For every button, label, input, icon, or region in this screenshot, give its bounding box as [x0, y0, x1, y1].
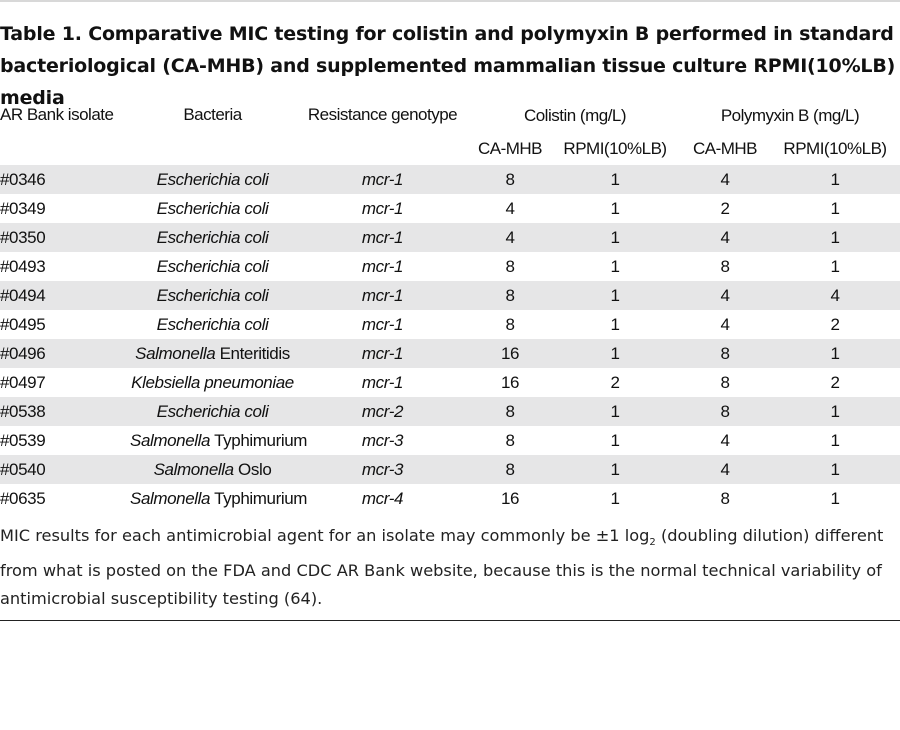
bacteria-genus: Escherichia coli — [156, 198, 269, 218]
cell-isolate: #0540 — [0, 455, 130, 484]
cell-bacteria — [130, 484, 308, 513]
cell-polymyxin-camhb: 4 — [680, 165, 770, 194]
genotype-text: mcr-3 — [361, 459, 404, 479]
cell-colistin-rpmi: 1 — [550, 310, 680, 339]
cell-colistin-camhb: 8 — [470, 165, 550, 194]
cell-polymyxin-rpmi: 2 — [770, 310, 900, 339]
cell-isolate: #0349 — [0, 194, 130, 223]
table-row — [0, 165, 900, 194]
cell-polymyxin-rpmi: 1 — [770, 223, 900, 252]
table-row — [0, 426, 900, 455]
subheader-polymyxin-rpmi: RPMI(10%LB) — [783, 139, 887, 158]
bacteria-serovar: Enteritidis — [215, 343, 290, 363]
cell-colistin-rpmi: 1 — [550, 165, 680, 194]
cell-colistin-camhb: 16 — [470, 484, 550, 513]
table-row — [0, 194, 900, 223]
cell-colistin-camhb: 8 — [470, 397, 550, 426]
cell-bacteria — [130, 281, 295, 310]
table-row — [0, 339, 900, 368]
footnote-subscript: 2 — [649, 537, 656, 549]
cell-bacteria — [130, 252, 295, 281]
cell-bacteria — [130, 223, 295, 252]
cell-genotype — [295, 194, 470, 223]
genotype-text: mcr-4 — [361, 488, 404, 508]
cell-polymyxin-rpmi: 1 — [770, 455, 900, 484]
cell-polymyxin-camhb: 4 — [680, 426, 770, 455]
table-row — [0, 455, 900, 484]
genotype-text: mcr-3 — [361, 430, 404, 450]
table-row — [0, 281, 900, 310]
table-row — [0, 223, 900, 252]
cell-colistin-rpmi: 1 — [550, 426, 680, 455]
genotype-text: mcr-2 — [361, 401, 404, 421]
cell-polymyxin-rpmi: 1 — [770, 165, 900, 194]
header-genotype: Resistance genotype — [307, 105, 458, 124]
header-isolate: AR Bank isolate — [0, 105, 114, 124]
cell-colistin-rpmi: 1 — [550, 455, 680, 484]
cell-polymyxin-rpmi: 1 — [770, 397, 900, 426]
cell-bacteria — [130, 426, 308, 455]
table-row — [0, 368, 900, 397]
table-row — [0, 397, 900, 426]
bacteria-genus: Escherichia coli — [156, 169, 269, 189]
cell-colistin-camhb: 16 — [470, 368, 550, 397]
cell-colistin-rpmi: 1 — [550, 223, 680, 252]
bacteria-genus: Salmonella — [130, 430, 211, 450]
cell-polymyxin-rpmi: 1 — [770, 252, 900, 281]
table-caption: Table 1. Comparative MIC testing for colistin and polymyxin B performed in standard bacteriological (CA-MHB) and supplemented mammalian tissue culture RPMI(10%LB) media — [0, 23, 896, 109]
cell-polymyxin-camhb: 8 — [680, 397, 770, 426]
cell-genotype — [295, 252, 470, 281]
cell-genotype — [295, 165, 470, 194]
footnote-text-2: (doubling dilution) different from what is posted on the FDA and CDC AR Bank website, because this is the normal technical variability of antimicrobial susceptibility testing (64). — [0, 526, 884, 609]
table-row — [0, 252, 900, 281]
header-colistin: Colistin (mg/L) — [523, 106, 627, 125]
cell-genotype — [295, 368, 470, 397]
cell-colistin-rpmi: 1 — [550, 339, 680, 368]
cell-colistin-camhb: 8 — [470, 455, 550, 484]
bacteria-genus: Escherichia coli — [156, 256, 269, 276]
cell-colistin-rpmi: 1 — [550, 252, 680, 281]
cell-genotype — [295, 484, 470, 513]
bacteria-genus: Salmonella — [130, 488, 211, 508]
cell-genotype — [295, 397, 470, 426]
cell-bacteria — [130, 455, 295, 484]
bacteria-genus: Klebsiella pneumoniae — [131, 372, 294, 392]
genotype-text: mcr-1 — [361, 256, 404, 276]
cell-colistin-camhb: 8 — [470, 310, 550, 339]
footnote-text-1: MIC results for each antimicrobial agent for an isolate may commonly be ±1 log — [0, 526, 650, 545]
cell-isolate: #0496 — [0, 339, 130, 368]
cell-colistin-camhb: 8 — [470, 281, 550, 310]
mic-table — [0, 97, 900, 513]
cell-colistin-camhb: 8 — [470, 426, 550, 455]
cell-polymyxin-camhb: 4 — [680, 223, 770, 252]
bacteria-serovar: Oslo — [233, 459, 272, 479]
cell-polymyxin-camhb: 8 — [680, 368, 770, 397]
genotype-text: mcr-1 — [361, 285, 404, 305]
cell-isolate: #0635 — [0, 484, 130, 513]
top-border — [0, 0, 900, 2]
bottom-rule — [0, 620, 900, 621]
table-row — [0, 484, 900, 513]
cell-colistin-rpmi: 1 — [550, 281, 680, 310]
cell-polymyxin-camhb: 4 — [680, 310, 770, 339]
cell-isolate: #0539 — [0, 426, 130, 455]
cell-colistin-camhb: 8 — [470, 252, 550, 281]
cell-colistin-rpmi: 1 — [550, 484, 680, 513]
cell-genotype — [295, 426, 470, 455]
cell-colistin-camhb: 4 — [470, 223, 550, 252]
subheader-colistin-rpmi: RPMI(10%LB) — [563, 139, 667, 158]
bacteria-genus: Escherichia coli — [156, 314, 269, 334]
bacteria-genus: Escherichia coli — [156, 401, 269, 421]
genotype-text: mcr-1 — [361, 169, 404, 189]
cell-isolate: #0497 — [0, 368, 130, 397]
cell-polymyxin-camhb: 8 — [680, 339, 770, 368]
genotype-text: mcr-1 — [361, 314, 404, 334]
cell-bacteria — [130, 368, 295, 397]
cell-isolate: #0538 — [0, 397, 130, 426]
cell-genotype — [295, 339, 470, 368]
cell-genotype — [295, 455, 470, 484]
bacteria-genus: Salmonella — [153, 459, 234, 479]
cell-genotype — [295, 223, 470, 252]
cell-bacteria — [130, 310, 295, 339]
bacteria-genus: Escherichia coli — [156, 227, 269, 247]
bacteria-genus: Escherichia coli — [156, 285, 269, 305]
cell-polymyxin-camhb: 2 — [680, 194, 770, 223]
cell-bacteria — [130, 339, 295, 368]
subheader-colistin-camhb: CA-MHB — [477, 139, 543, 158]
bacteria-genus: Salmonella — [135, 343, 216, 363]
table-row — [0, 310, 900, 339]
cell-isolate: #0495 — [0, 310, 130, 339]
genotype-text: mcr-1 — [361, 198, 404, 218]
cell-polymyxin-rpmi: 4 — [770, 281, 900, 310]
subheader-polymyxin-camhb: CA-MHB — [692, 139, 758, 158]
cell-polymyxin-camhb: 8 — [680, 252, 770, 281]
genotype-text: mcr-1 — [361, 343, 404, 363]
cell-colistin-camhb: 4 — [470, 194, 550, 223]
genotype-text: mcr-1 — [361, 372, 404, 392]
cell-polymyxin-camhb: 4 — [680, 281, 770, 310]
cell-isolate: #0346 — [0, 165, 130, 194]
cell-polymyxin-rpmi: 1 — [770, 194, 900, 223]
bacteria-serovar: Typhimurium — [210, 488, 308, 508]
table-footnote — [0, 522, 900, 613]
subheader-row — [0, 133, 900, 165]
cell-colistin-rpmi: 2 — [550, 368, 680, 397]
cell-genotype — [295, 310, 470, 339]
cell-colistin-rpmi: 1 — [550, 194, 680, 223]
cell-polymyxin-rpmi: 1 — [770, 484, 900, 513]
cell-bacteria — [130, 165, 295, 194]
cell-isolate: #0494 — [0, 281, 130, 310]
cell-bacteria — [130, 397, 295, 426]
cell-polymyxin-rpmi: 1 — [770, 426, 900, 455]
cell-colistin-camhb: 16 — [470, 339, 550, 368]
cell-polymyxin-camhb: 4 — [680, 455, 770, 484]
genotype-text: mcr-1 — [361, 227, 404, 247]
cell-polymyxin-rpmi: 2 — [770, 368, 900, 397]
cell-bacteria — [130, 194, 295, 223]
bacteria-serovar: Typhimurium — [210, 430, 308, 450]
cell-colistin-rpmi: 1 — [550, 397, 680, 426]
cell-isolate: #0350 — [0, 223, 130, 252]
cell-isolate: #0493 — [0, 252, 130, 281]
cell-polymyxin-rpmi: 1 — [770, 339, 900, 368]
header-polymyxin: Polymyxin B (mg/L) — [720, 106, 860, 125]
header-row — [0, 97, 900, 133]
header-bacteria: Bacteria — [183, 105, 242, 124]
cell-polymyxin-camhb: 8 — [680, 484, 770, 513]
cell-genotype — [295, 281, 470, 310]
